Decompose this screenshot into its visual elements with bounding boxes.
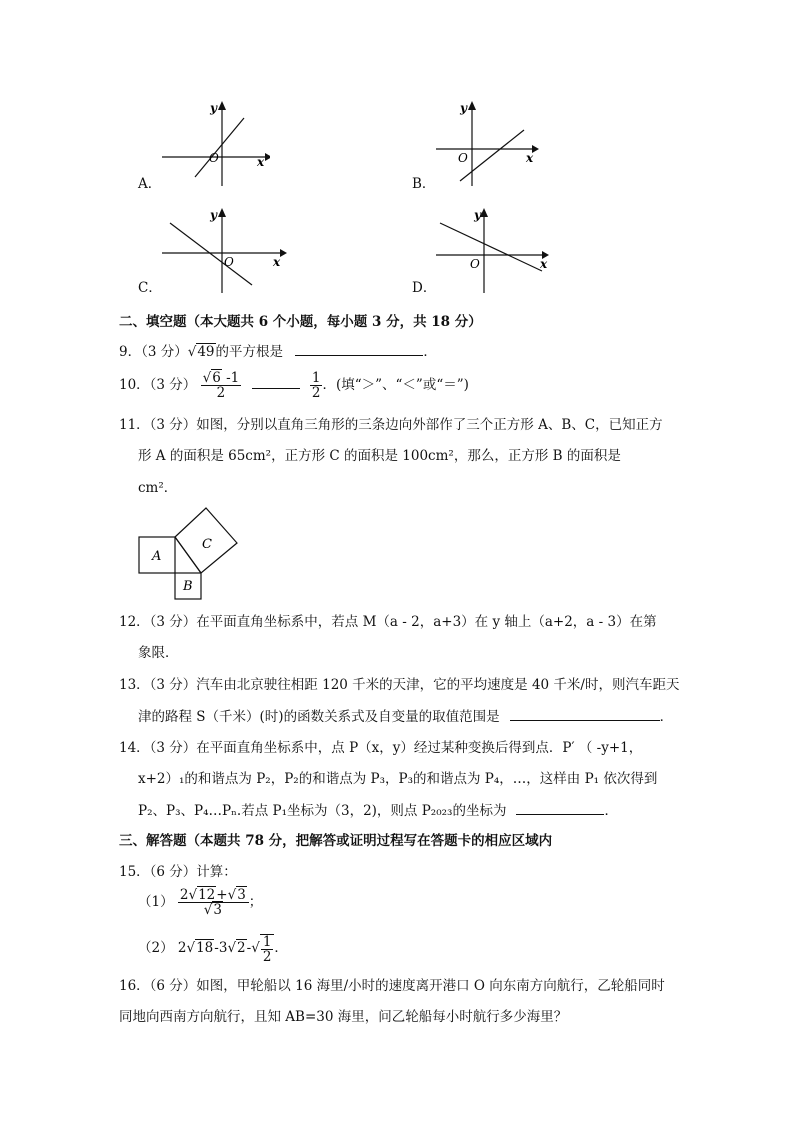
question-12-line1: 12．（3 分）在平面直角坐标系中，若点 M（a - 2，a+3）在 y 轴上（a+2，a - 3）在第	[119, 614, 657, 630]
question-12-line2: 象限．	[138, 645, 179, 661]
axis-label: x	[526, 151, 534, 165]
section-title: 三、解答题（本题共 78 分，把解答或证明过程写在答题卡的相应区域内	[119, 833, 553, 849]
question-15-head: 15．（6 分）计算：	[119, 864, 237, 880]
answer-blank[interactable]	[295, 341, 423, 356]
graph-option-c	[160, 205, 290, 297]
graph-option-d	[434, 205, 559, 297]
graph-option-a	[160, 100, 270, 190]
axis-label: x	[273, 255, 281, 269]
axis-label: x	[540, 257, 548, 271]
option-b-label: B．	[412, 176, 436, 192]
axis-label: O	[209, 151, 219, 165]
figure-squares	[138, 505, 240, 601]
axis-label: y	[210, 208, 217, 222]
question-13-line2: 津的路程 S（千米）(时)的函数关系式及自变量的取值范围是 ．	[138, 706, 673, 727]
axis-label: y	[460, 101, 467, 115]
axis-label: O	[470, 257, 480, 271]
option-c-label: C．	[138, 280, 162, 296]
question-15-part2: （2） 2√18-3√2-√ $\frac{1}{2}$ ．	[138, 933, 288, 965]
question-10: 10．（3 分） $\frac{√6 -1}{2}$ $\frac{1}{2}$ ．(填“＞”、“＜”或“＝”)	[119, 370, 469, 401]
axis-label: x	[257, 155, 265, 169]
question-15-part1: （1） $\frac{2√12+√3}{√3}$ ；	[138, 887, 263, 918]
axis-label: O	[224, 255, 234, 269]
square-label-c: C	[202, 537, 212, 552]
fraction: $\frac{2√12+√3}{√3}$	[178, 888, 249, 917]
fraction: $\frac{√6 -1}{2}$	[202, 370, 240, 401]
question-11-line1: 11．（3 分）如图，分别以直角三角形的三条边向外部作了三个正方形 A、B、C，已知正方	[119, 417, 663, 433]
question-14-line1: 14．（3 分）在平面直角坐标系中，点 P（x，y）经过某种变换后得到点．P′ （ -y+1，	[119, 740, 643, 756]
axis-label: y	[474, 208, 481, 222]
fraction: $\frac{1}{2}$	[260, 934, 275, 964]
question-14-line3: P₂、P₃、P₄…Pₙ.若点 P₁坐标为（3，2)，则点 P₂₀₂₃的坐标为 ．	[138, 800, 618, 821]
question-14-line2: x+2）₁的和谐点为 P₂，P₂的和谐点为 P₃，P₃的和谐点为 P₄，…，这样由 P₁ 依次得到	[138, 771, 658, 787]
square-label-a: A	[152, 549, 162, 564]
section-title: 二、填空题（本大题共 6 个小题，每小题 3 分，共 18 分）	[119, 314, 482, 330]
square-label-b: B	[183, 579, 193, 594]
axis-label: O	[458, 151, 468, 165]
option-a-label: A．	[138, 176, 162, 192]
option-d-label: D．	[412, 280, 437, 296]
question-13-line1: 13．（3 分）汽车由北京驶往相距 120 千米的天津，它的平均速度是 40 千米/时，则汽车距天	[119, 677, 680, 693]
question-16-line1: 16．（6 分）如图，甲轮船以 16 海里/小时的速度离开港口 O 向东南方向航行，乙轮船同时	[119, 978, 665, 994]
question-11-line3: cm²．	[138, 480, 178, 496]
answer-blank[interactable]	[510, 706, 660, 721]
question-16-line2: 同地向西南方向航行，且知 AB=30 海里，问乙轮船每小时航行多少海里？	[119, 1009, 568, 1025]
fraction: $\frac{1}{2}$	[311, 370, 321, 401]
question-9: 9．（3 分）√49的平方根是 ．	[119, 341, 437, 362]
axis-label: y	[210, 101, 217, 115]
answer-blank[interactable]	[252, 374, 300, 389]
question-11-line2: 形 A 的面积是 65cm²，正方形 C 的面积是 100cm²，那么，正方形 B 的面积是	[138, 448, 621, 464]
graph-option-b	[434, 100, 544, 190]
answer-blank[interactable]	[516, 800, 604, 815]
